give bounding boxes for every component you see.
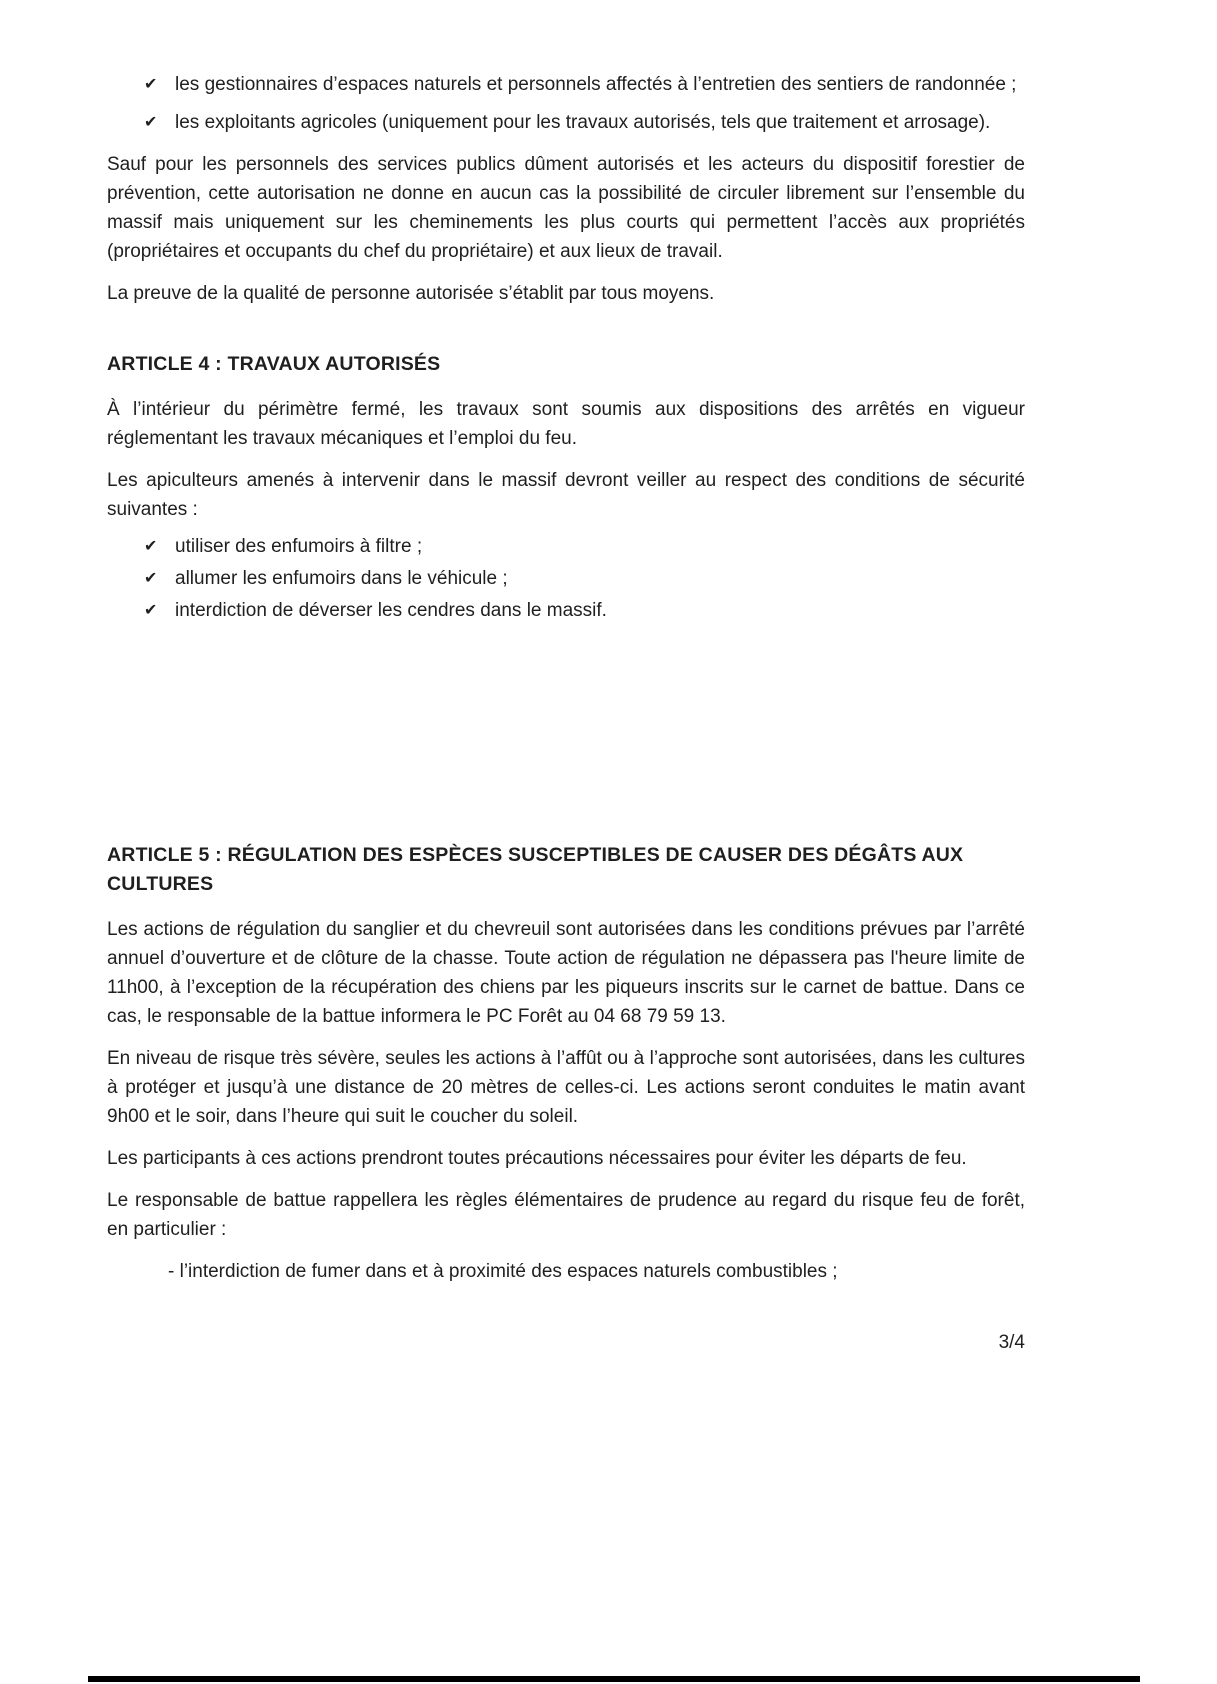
checkmark-icon: ✔ [144, 76, 158, 93]
list-item [107, 596, 1025, 625]
paragraph-participants: Les participants à ces actions prendront toutes précautions nécessaires pour éviter les départs de feu. [107, 1148, 967, 1169]
list-item-text: utiliser des enfumoirs à filtre ; [175, 536, 423, 557]
page-content [107, 70, 1025, 1357]
paragraph-perimetre: À l’intérieur du périmètre fermé, les travaux sont soumis aux dispositions des arrêtés en vigueur réglementant les travaux mécaniques et l’emploi du feu. [107, 399, 1025, 449]
authorized-persons-list [107, 70, 1025, 137]
checkmark-icon: ✔ [144, 114, 158, 131]
paragraph-apiculteurs: Les apiculteurs amenés à intervenir dans le massif devront veiller au respect des conditions de sécurité suivantes : [107, 470, 1025, 520]
paragraph-regulation: Les actions de régulation du sanglier et du chevreuil sont autorisées dans les conditions prévues par l’arrêté annuel d’ouverture et de clôture de la chasse. Toute action de régulation ne dépassera pas l'heure limite de 11h00, à l’exception de la récupération des chiens par les piqueurs inscrits sur le carnet de battue. Dans ce cas, le responsable de la battue informera le PC Forêt au 04 68 79 59 13. [107, 919, 1025, 1027]
paragraph-risque-severe: En niveau de risque très sévère, seules les actions à l’affût ou à l’approche sont autorisées, dans les cultures à protéger et jusqu’à une distance de 20 mètres de celles-ci. Les actions seront conduites le matin avant 9h00 et le soir, dans l’heure qui suit le coucher du soleil. [107, 1048, 1025, 1127]
paragraph-exception: Sauf pour les personnels des services publics dûment autorisés et les acteurs du dispositif forestier de prévention, cette autorisation ne donne en aucun cas la possibilité de circuler librement sur l’ensemble du massif mais uniquement sur les cheminements les plus courts qui permettent l’accès aux propriétés (propriétaires et occupants du chef du propriétaire) et aux lieux de travail. [107, 154, 1025, 262]
dash-list-item: - l’interdiction de fumer dans et à proximité des espaces naturels combustibles ; [168, 1261, 838, 1282]
list-item-text: les exploitants agricoles (uniquement pour les travaux autorisés, tels que traitement et arrosage). [175, 112, 991, 133]
article-4-heading: ARTICLE 4 : TRAVAUX AUTORISÉS [107, 353, 441, 375]
safety-conditions-list [107, 532, 1025, 625]
page-number: 3/4 [998, 1332, 1025, 1353]
list-item [107, 564, 1025, 593]
checkmark-icon: ✔ [144, 602, 158, 619]
list-item-text: les gestionnaires d’espaces naturels et personnels affectés à l’entretien des sentiers de randonnée ; [175, 74, 1017, 95]
checkmark-icon: ✔ [144, 570, 158, 587]
checkmark-icon: ✔ [144, 538, 158, 555]
list-item [107, 108, 1025, 137]
list-item [107, 70, 1025, 99]
scan-edge-artifact [88, 1676, 1140, 1682]
list-item-text: allumer les enfumoirs dans le véhicule ; [175, 568, 508, 589]
list-item-text: interdiction de déverser les cendres dans le massif. [175, 600, 607, 621]
paragraph-preuve: La preuve de la qualité de personne autorisée s’établit par tous moyens. [107, 283, 715, 304]
list-item [107, 532, 1025, 561]
article-5-heading: ARTICLE 5 : RÉGULATION DES ESPÈCES SUSCEPTIBLES DE CAUSER DES DÉGÂTS AUX CULTURES [107, 844, 964, 895]
paragraph-responsable-battue: Le responsable de battue rappellera les règles élémentaires de prudence au regard du risque feu de forêt, en particulier : [107, 1190, 1025, 1240]
